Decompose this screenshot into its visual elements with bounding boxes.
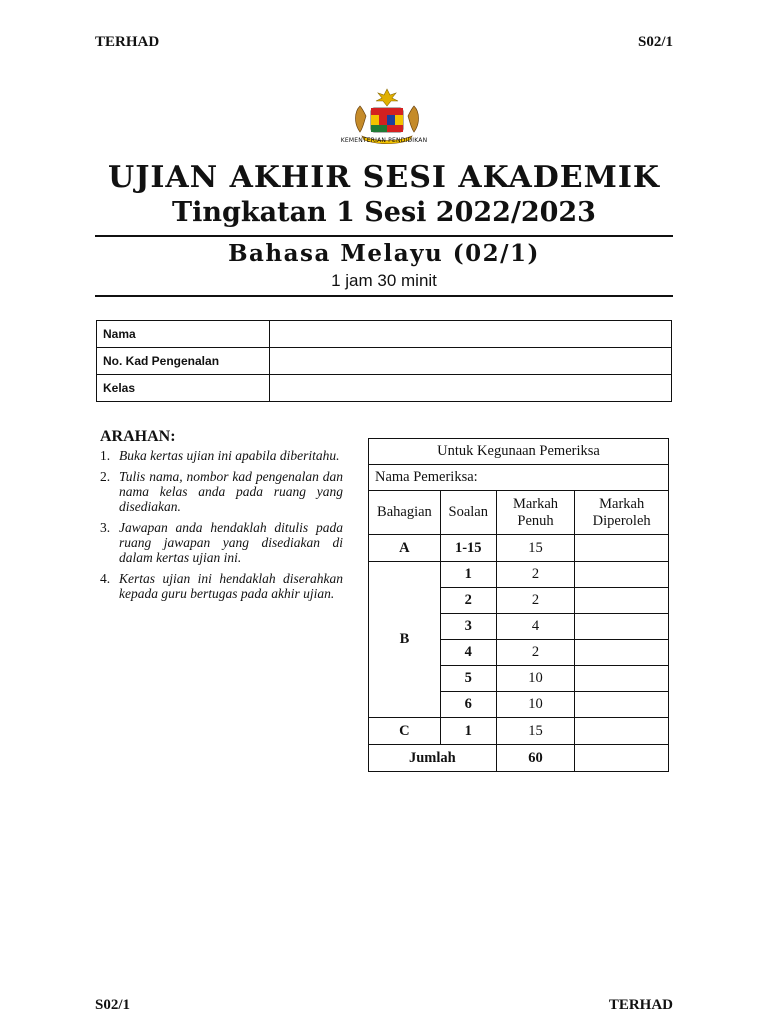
- header-markah-diperoleh: Markah Diperoleh: [575, 491, 669, 535]
- info-row-ic: [97, 348, 672, 375]
- full-marks: 4: [496, 614, 575, 640]
- instruction-item: [100, 448, 343, 463]
- total-obtained-field[interactable]: [575, 745, 669, 772]
- exam-title: UJIAN AKHIR SESI AKADEMIK: [108, 160, 660, 195]
- instruction-text: Tulis nama, nombor kad pengenalan dan nama kelas anda pada ruang yang disediakan.: [119, 469, 343, 514]
- total-row: [369, 745, 669, 772]
- obtained-marks-field[interactable]: [575, 692, 669, 718]
- info-label: No. Kad Pengenalan: [97, 348, 270, 375]
- header-confidentiality: TERHAD: [95, 34, 160, 50]
- info-value-field[interactable]: [270, 348, 672, 375]
- student-info-table: [96, 320, 672, 402]
- obtained-marks-field[interactable]: [575, 588, 669, 614]
- title-divider: [95, 235, 673, 237]
- obtained-marks-field[interactable]: [575, 535, 669, 562]
- instruction-text: Jawapan anda hendaklah ditulis pada ruang jawapan yang disediakan di dalam kertas ujian ini.: [119, 520, 343, 565]
- header-markah-penuh: Markah Penuh: [496, 491, 575, 535]
- question-number: 1: [440, 718, 496, 745]
- info-row-nama: [97, 321, 672, 348]
- subject-title: Bahasa Melayu (02/1): [228, 240, 540, 267]
- marks-table-title: Untuk Kegunaan Pemeriksa: [369, 439, 669, 465]
- info-label: Nama: [97, 321, 270, 348]
- obtained-marks-field[interactable]: [575, 562, 669, 588]
- instructions-title: ARAHAN:: [100, 428, 176, 445]
- instruction-item: [100, 469, 343, 514]
- question-number: 5: [440, 666, 496, 692]
- instruction-number: 3.: [100, 520, 111, 535]
- total-label: Jumlah: [369, 745, 497, 772]
- full-marks: 15: [496, 718, 575, 745]
- header-soalan: Soalan: [440, 491, 496, 535]
- footer-confidentiality: TERHAD: [608, 997, 673, 1013]
- question-number: 4: [440, 640, 496, 666]
- section-label: C: [369, 718, 441, 745]
- footer-paper-code: S02/1: [95, 997, 131, 1013]
- total-full-marks: 60: [496, 745, 575, 772]
- question-number: 2: [440, 588, 496, 614]
- instruction-number: 2.: [100, 469, 111, 484]
- marks-title-row: [369, 439, 669, 465]
- instruction-item: [100, 571, 343, 601]
- table-row: [369, 562, 669, 588]
- section-label: A: [369, 535, 441, 562]
- full-marks: 2: [496, 640, 575, 666]
- instruction-number: 4.: [100, 571, 111, 586]
- examiner-marks-table: [368, 438, 669, 772]
- logo-caption: KEMENTERIAN PENDIDIKAN: [340, 137, 428, 144]
- question-number: 3: [440, 614, 496, 640]
- obtained-marks-field[interactable]: [575, 718, 669, 745]
- header-paper-code: S02/1: [637, 34, 673, 50]
- section-label: B: [369, 562, 441, 718]
- instruction-text: Kertas ujian ini hendaklah diserahkan kepada guru bertugas pada akhir ujian.: [119, 571, 343, 601]
- full-marks: 2: [496, 562, 575, 588]
- instruction-number: 1.: [100, 448, 111, 463]
- info-value-field[interactable]: [270, 375, 672, 402]
- info-value-field[interactable]: [270, 321, 672, 348]
- full-marks: 2: [496, 588, 575, 614]
- full-marks: 10: [496, 666, 575, 692]
- instructions-list: [100, 448, 343, 607]
- marks-header-row: [369, 491, 669, 535]
- exam-duration: 1 jam 30 minit: [331, 271, 437, 290]
- info-label: Kelas: [97, 375, 270, 402]
- instruction-item: [100, 520, 343, 565]
- full-marks: 10: [496, 692, 575, 718]
- info-row-kelas: [97, 375, 672, 402]
- instruction-text: Buka kertas ujian ini apabila diberitahu.: [119, 448, 340, 463]
- table-row: [369, 718, 669, 745]
- full-marks: 15: [496, 535, 575, 562]
- header-bahagian: Bahagian: [369, 491, 441, 535]
- obtained-marks-field[interactable]: [575, 666, 669, 692]
- examiner-row: [369, 465, 669, 491]
- examiner-name-label: Nama Pemeriksa:: [369, 465, 669, 491]
- question-number: 1-15: [440, 535, 496, 562]
- obtained-marks-field[interactable]: [575, 640, 669, 666]
- obtained-marks-field[interactable]: [575, 614, 669, 640]
- question-number: 6: [440, 692, 496, 718]
- question-number: 1: [440, 562, 496, 588]
- subject-divider: [95, 295, 673, 297]
- exam-form-session: Tingkatan 1 Sesi 2022/2023: [172, 197, 596, 228]
- table-row: [369, 535, 669, 562]
